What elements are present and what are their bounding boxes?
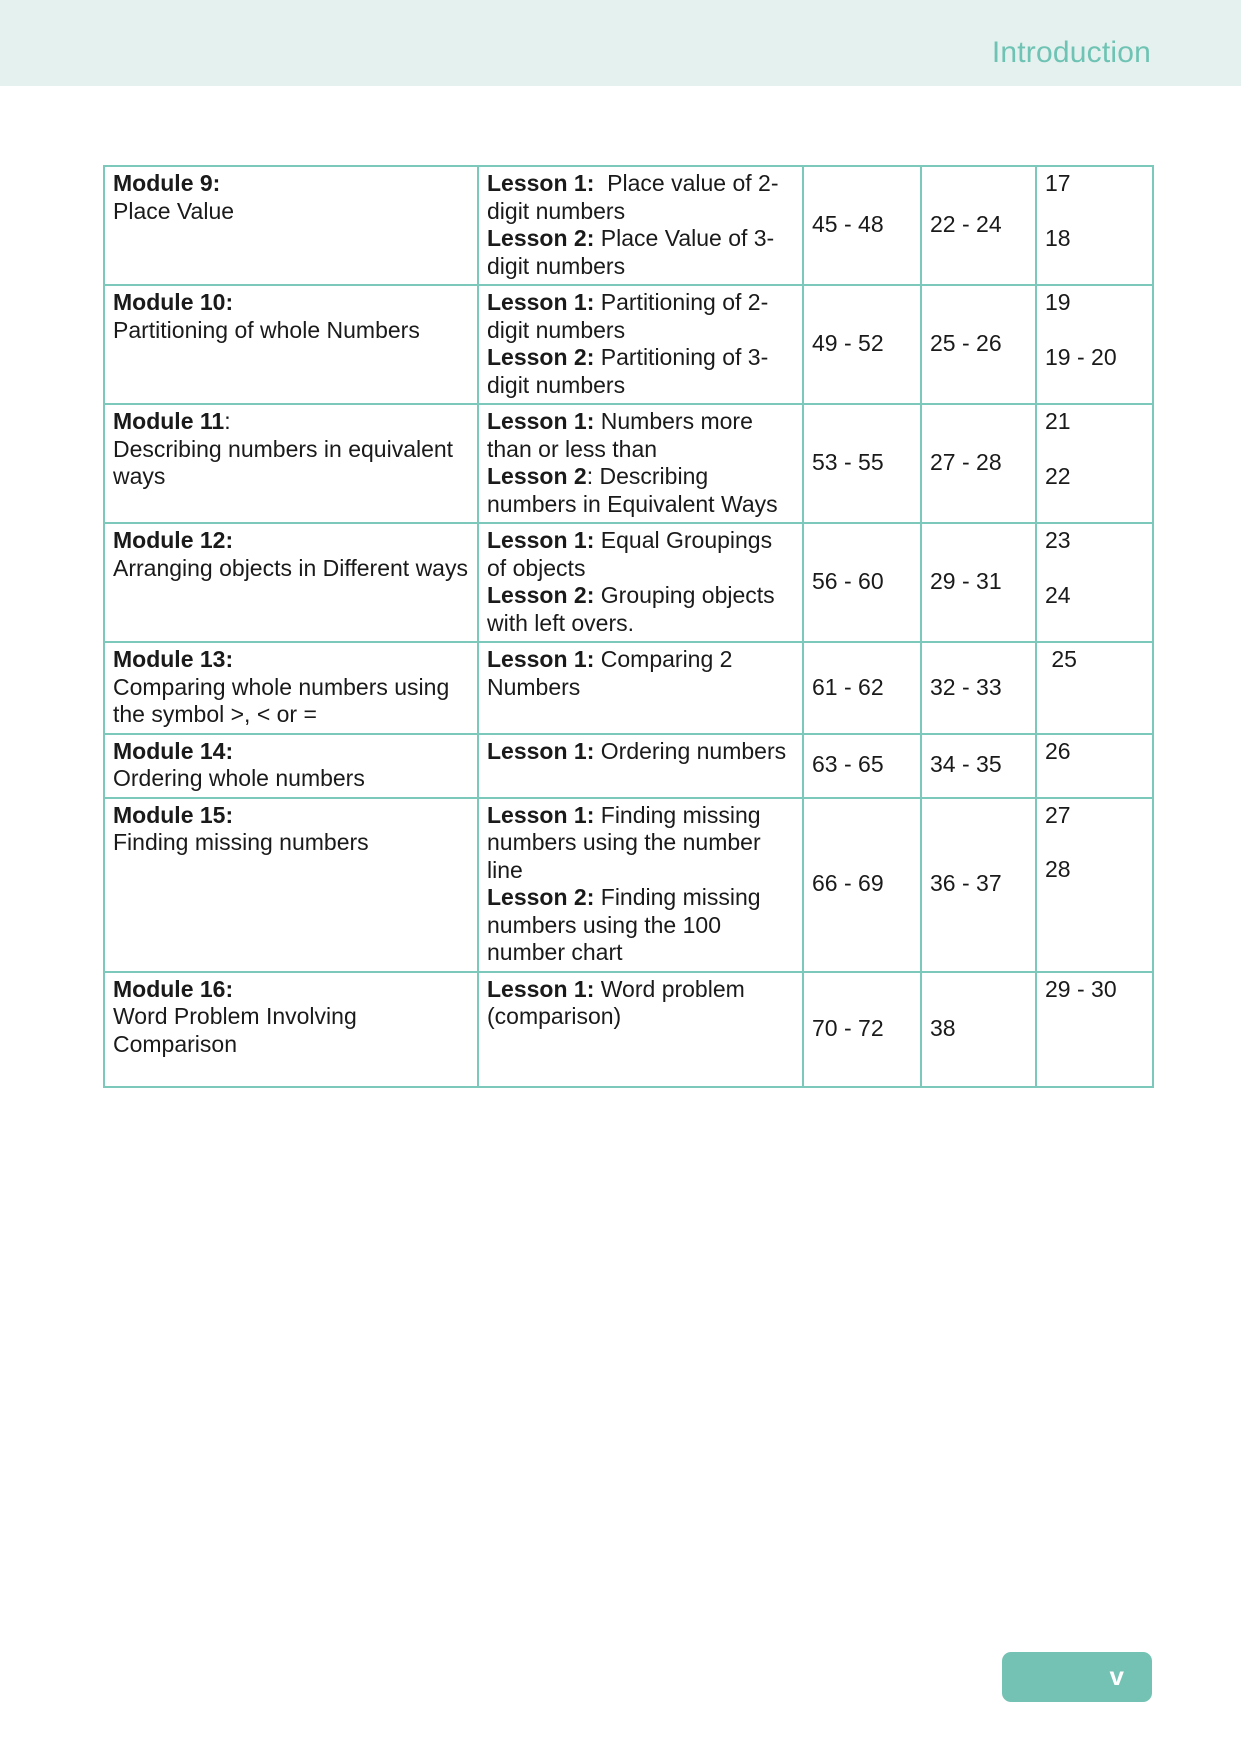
lesson-page: 18 [1045, 224, 1071, 251]
lessons-cell [478, 734, 803, 798]
lesson-title: Lesson 1: [487, 737, 595, 764]
lesson-text: Partitioning of 2-digit numbers [487, 289, 769, 343]
lesson-text: Word problem (comparison) [487, 975, 752, 1029]
lesson-pages-cell [1036, 642, 1153, 734]
lesson-text: Comparing 2 Numbers [487, 646, 739, 700]
lesson-entry [487, 463, 794, 518]
lesson-title: Lesson 1: [487, 289, 595, 315]
lessons-cell [478, 166, 803, 285]
lesson-text: Place Value of 3-digit numbers [487, 225, 775, 279]
lesson-pages-cell [1036, 734, 1153, 798]
table-row [104, 798, 1153, 972]
lesson-text: Numbers more than or less than [487, 408, 760, 462]
lesson-pages-cell [1036, 166, 1153, 285]
lesson-pages-cell [1036, 972, 1153, 1087]
lesson-entry [487, 646, 794, 701]
lesson-page: 19 [1045, 289, 1071, 315]
module-name: Arranging objects in Different ways [113, 554, 468, 581]
module-cell [104, 523, 478, 642]
module-title: Module 10: [113, 289, 234, 315]
lesson-title: Lesson 1: [487, 527, 595, 553]
lesson-pages-cell [1036, 285, 1153, 404]
module-cell [104, 642, 478, 734]
module-name: Partitioning of whole Numbers [113, 316, 420, 343]
lesson-text: Partitioning of 3-digit numbers [487, 344, 769, 398]
page-range-cell: 56 - 60 [803, 523, 921, 642]
module-title: Module 15: [113, 801, 234, 828]
module-cell [104, 734, 478, 798]
lesson-text: : Describing numbers in Equivalent Ways [487, 463, 778, 517]
module-cell [104, 404, 478, 523]
contents-table [103, 165, 1154, 1088]
lesson-text: Grouping objects with left overs. [487, 582, 782, 636]
table-row [104, 734, 1153, 798]
lesson-title: Lesson 1: [487, 975, 595, 1002]
lesson-page: 22 [1045, 462, 1071, 489]
page-range-cell: 27 - 28 [921, 404, 1036, 523]
page-number: v [1109, 1661, 1124, 1691]
lesson-entry [487, 738, 794, 766]
module-name: Ordering whole numbers [113, 765, 365, 791]
lesson-entry [487, 289, 794, 344]
table-row [104, 166, 1153, 285]
module-title: Module 11 [113, 408, 225, 434]
page-range-cell: 38 [921, 972, 1036, 1087]
module-name: Word Problem Involving Comparison [113, 1003, 357, 1057]
module-cell [104, 166, 478, 285]
table-row [104, 523, 1153, 642]
page-range-cell: 32 - 33 [921, 642, 1036, 734]
lesson-entry [487, 225, 794, 280]
lessons-cell [478, 523, 803, 642]
lesson-entry [487, 884, 794, 967]
lesson-pages-cell [1036, 798, 1153, 972]
lesson-title: Lesson 2: [487, 582, 595, 608]
module-name: Place Value [113, 197, 235, 224]
page-range-cell: 22 - 24 [921, 166, 1036, 285]
lesson-title: Lesson 1: [487, 170, 595, 196]
lesson-page: 21 [1045, 408, 1071, 434]
module-title: Module 14: [113, 737, 234, 764]
page-range-cell: 53 - 55 [803, 404, 921, 523]
lesson-title: Lesson 1: [487, 646, 595, 672]
lesson-page: 28 [1045, 856, 1071, 882]
page-range-cell: 61 - 62 [803, 642, 921, 734]
page-range-cell: 25 - 26 [921, 285, 1036, 404]
lesson-text: Place value of 2-digit numbers [487, 170, 779, 224]
table-row [104, 404, 1153, 523]
module-title: Module 13: [113, 646, 234, 672]
lesson-title: Lesson 1: [487, 801, 595, 828]
lesson-entry [487, 802, 794, 885]
lessons-cell [478, 404, 803, 523]
lesson-title: Lesson 2: [487, 225, 595, 251]
lessons-cell [478, 972, 803, 1087]
lesson-entry [487, 976, 794, 1031]
lesson-entry [487, 527, 794, 582]
module-title: Module 12: [113, 527, 234, 553]
lesson-pages-cell [1036, 404, 1153, 523]
lesson-page: 25 [1045, 646, 1077, 672]
lesson-page: 24 [1045, 581, 1071, 608]
lesson-page: 27 [1045, 801, 1071, 828]
page-range-cell: 70 - 72 [803, 972, 921, 1087]
page-range-cell: 63 - 65 [803, 734, 921, 798]
page-range-cell: 45 - 48 [803, 166, 921, 285]
lesson-entry [487, 408, 794, 463]
lesson-page: 23 [1045, 527, 1071, 553]
lessons-cell [478, 798, 803, 972]
lesson-title: Lesson 2: [487, 344, 595, 370]
page-range-cell: 34 - 35 [921, 734, 1036, 798]
module-title: Module 9: [113, 170, 221, 196]
lesson-entry [487, 344, 794, 399]
module-cell [104, 285, 478, 404]
lessons-cell [478, 285, 803, 404]
page-header-title: Introduction [991, 36, 1151, 69]
module-cell [104, 972, 478, 1087]
page-range-cell: 36 - 37 [921, 798, 1036, 972]
lesson-title: Lesson 2 [487, 463, 587, 489]
module-name: Finding missing numbers [113, 829, 369, 855]
lesson-text: Finding missing numbers using the number line [487, 801, 767, 883]
module-name: Comparing whole numbers using the symbol >, < or = [113, 673, 450, 727]
lesson-text: Equal Groupings of objects [487, 527, 779, 581]
module-title-suffix: : [224, 408, 231, 434]
table-row [104, 285, 1153, 404]
page-range-cell: 29 - 31 [921, 523, 1036, 642]
lesson-title: Lesson 1: [487, 408, 595, 434]
module-cell [104, 798, 478, 972]
lessons-cell [478, 642, 803, 734]
table-row [104, 642, 1153, 734]
lesson-page: 17 [1045, 170, 1071, 196]
lesson-entry [487, 170, 794, 225]
lesson-text: Ordering numbers [594, 737, 787, 764]
module-name: Describing numbers in equivalent ways [113, 435, 454, 489]
lesson-page: 19 - 20 [1045, 343, 1117, 370]
page-range-cell: 66 - 69 [803, 798, 921, 972]
lesson-title: Lesson 2: [487, 884, 595, 910]
lesson-page: 29 - 30 [1045, 975, 1117, 1002]
module-title: Module 16: [113, 975, 234, 1002]
page-number-badge [1002, 1652, 1152, 1702]
lesson-pages-cell [1036, 523, 1153, 642]
table-row [104, 972, 1153, 1087]
lesson-entry [487, 582, 794, 637]
lesson-text: Finding missing numbers using the 100 number chart [487, 884, 767, 965]
lesson-page: 26 [1045, 737, 1071, 764]
page-range-cell: 49 - 52 [803, 285, 921, 404]
